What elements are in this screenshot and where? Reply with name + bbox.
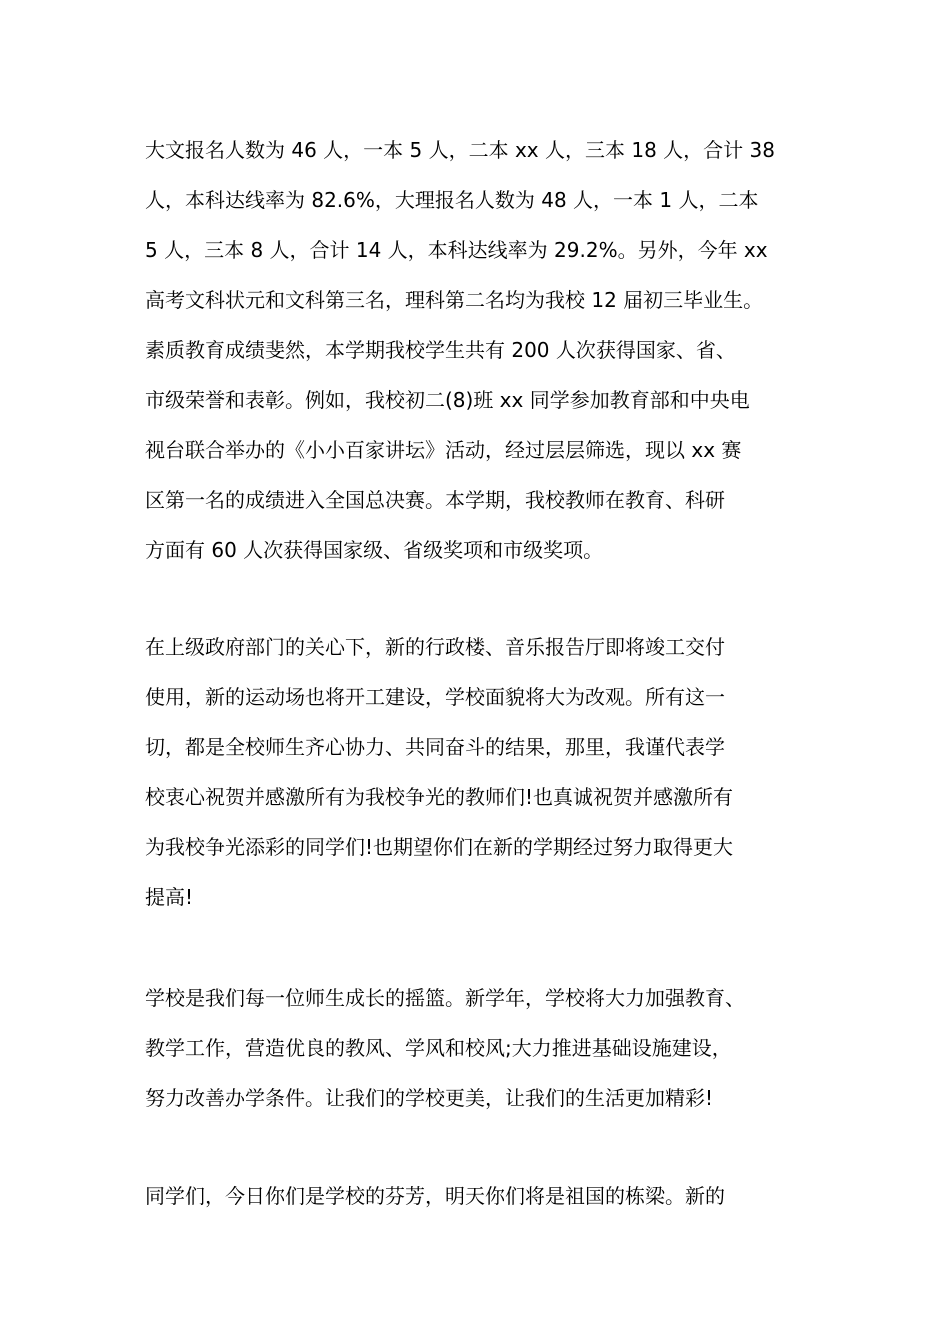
text-line: 校衷心祝贺并感激所有为我校争光的教师们!也真诚祝贺并感激所有: [145, 785, 734, 809]
text-line: 5 人，三本 8 人，合计 14 人，本科达线率为 29.2%。另外，今年 xx: [145, 238, 768, 262]
text-line: 切，都是全校师生齐心协力、共同奋斗的结果，那里，我谨代表学: [145, 735, 725, 759]
text-line: 方面有 60 人次获得国家级、省级奖项和市级奖项。: [145, 538, 604, 562]
text-line: 素质教育成绩斐然，本学期我校学生共有 200 人次获得国家、省、: [145, 338, 736, 362]
text-line: 高考文科状元和文科第三名，理科第二名均为我校 12 届初三毕业生。: [145, 288, 764, 312]
text-line: 使用，新的运动场也将开工建设，学校面貌将大为改观。所有这一: [145, 685, 725, 709]
text-line: 人，本科达线率为 82.6%，大理报名人数为 48 人，一本 1 人，二本: [145, 188, 759, 212]
text-line: 区第一名的成绩进入全国总决赛。本学期，我校教师在教育、科研: [145, 488, 725, 512]
text-line: 在上级政府部门的关心下，新的行政楼、音乐报告厅即将竣工交付: [145, 635, 725, 659]
text-line: 市级荣誉和表彰。例如，我校初二(8)班 xx 同学参加教育部和中央电: [145, 388, 750, 412]
text-line: 努力改善办学条件。让我们的学校更美，让我们的生活更加精彩!: [145, 1086, 714, 1110]
text-line: 同学们，今日你们是学校的芬芳，明天你们将是祖国的栋梁。新的: [145, 1184, 725, 1208]
text-line: 提高!: [145, 885, 194, 909]
text-line: 大文报名人数为 46 人，一本 5 人，二本 xx 人，三本 18 人，合计 38: [145, 138, 775, 162]
text-line: 为我校争光添彩的同学们!也期望你们在新的学期经过努力取得更大: [145, 835, 734, 859]
text-line: 视台联合举办的《小小百家讲坛》活动，经过层层筛选，现以 xx 赛: [145, 438, 742, 462]
text-line: 学校是我们每一位师生成长的摇篮。新学年，学校将大力加强教育、: [145, 986, 745, 1010]
text-line: 教学工作，营造优良的教风、学风和校风;大力推进基础设施建设，: [145, 1036, 732, 1060]
